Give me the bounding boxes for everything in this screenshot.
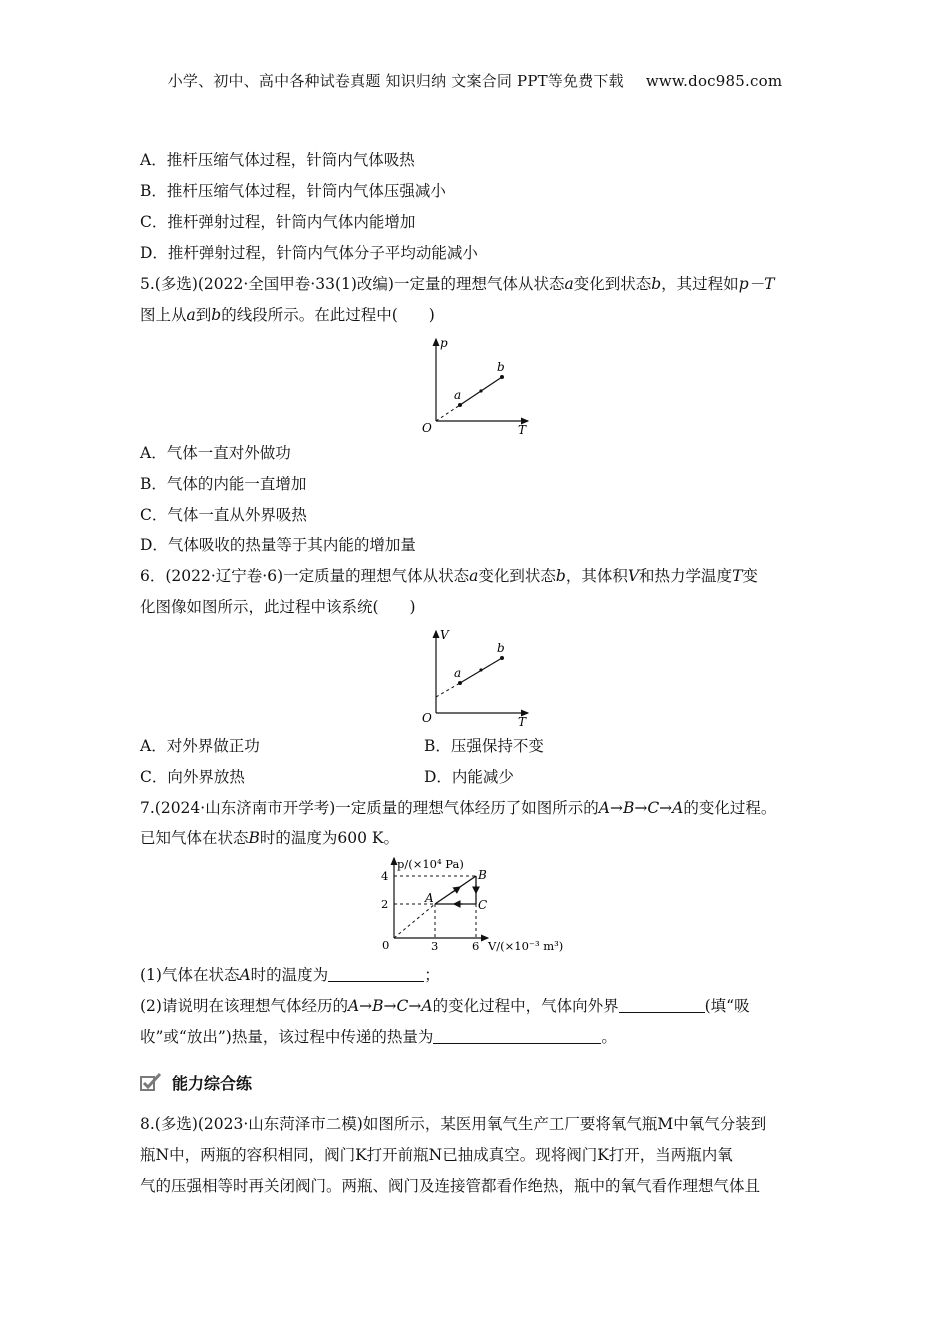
q4-option-c: C．推杆弹射过程，针筒内气体内能增加 (140, 213, 416, 231)
q6-point-a (458, 681, 462, 685)
q5-pt-graph (418, 333, 538, 437)
q5-option-b: B．气体的内能一直增加 (140, 475, 307, 493)
q8-stem-line2: 瓶N中，两瓶的容积相同，阀门K打开前瓶N已抽成真空。现将阀门K打开，当两瓶内氧 (140, 1146, 733, 1164)
q7-origin-label: 0 (382, 938, 390, 952)
q5-option-a: A．气体一直对外做功 (140, 444, 291, 462)
q7-sub2-line1: (2)请说明在该理想气体经历的A→B→C→A的变化过程中，气体向外界 (填“吸 (140, 997, 750, 1015)
q7-pv-graph (370, 852, 580, 956)
q7-x-tick-3: 3 (431, 939, 439, 953)
q4-option-d: D．推杆弹射过程，针筒内气体分子平均动能减小 (140, 244, 478, 262)
q5-origin-label: O (422, 421, 432, 435)
q6-point-mid (479, 668, 482, 671)
q6-vt-graph (418, 625, 538, 729)
q7-x-label: V/(×10⁻³ m³) (488, 939, 564, 953)
q5-b-label: b (497, 360, 505, 374)
q5-y-label: p (440, 336, 448, 350)
q4-option-a: A．推杆压缩气体过程，针筒内气体吸热 (140, 151, 415, 169)
q5-dashed-extension (436, 405, 460, 421)
q7-stem-line2: 已知气体在状态B时的温度为600 K。 (140, 829, 399, 847)
q6-option-a: A．对外界做正功 (140, 737, 260, 755)
q5-point-mid (479, 389, 482, 392)
q6-origin-label: O (422, 711, 432, 725)
q6-dashed-extension (436, 683, 460, 697)
q6-y-label: V (440, 628, 449, 642)
q7-label-a: A (425, 891, 434, 905)
q5-stem-line2: 图上从a到b的线段所示。在此过程中( ) (140, 306, 435, 324)
q7-label-b: B (478, 868, 487, 882)
q5-point-b (500, 375, 504, 379)
q6-option-d: D．内能减少 (424, 768, 514, 786)
q7-sub2-line2: 收”或“放出”)热量，该过程中传递的热量为 。 (140, 1028, 617, 1046)
q6-options-row1 (140, 736, 830, 756)
q6-options-row2 (140, 767, 830, 787)
page-header (0, 70, 950, 91)
q6-x-label: T (518, 715, 527, 729)
q5-option-c: C．气体一直从外界吸热 (140, 506, 307, 524)
q6-option-b: B．压强保持不变 (424, 737, 544, 755)
checkbox-check-icon (140, 1072, 164, 1092)
q6-stem-line1: 6．(2022·辽宁卷·6)一定质量的理想气体从状态a变化到状态b，其体积V和热力学温度T变 (140, 567, 758, 585)
section-header (140, 1068, 400, 1096)
q7-sub1: (1)气体在状态A时的温度为 ； (140, 966, 440, 984)
q8-stem-line1: 8.(多选)(2023·山东菏泽市二模)如图所示，某医用氧气生产工厂要将氧气瓶M中氧气分装到 (140, 1115, 767, 1133)
q8-stem-line3: 气的压强相等时再关闭阀门。两瓶、阀门及连接管都看作绝热，瓶中的氧气看作理想气体且 (140, 1177, 761, 1195)
q6-b-label: b (497, 641, 505, 655)
q6-stem-line2: 化图像如图所示，此过程中该系统( ) (140, 598, 416, 616)
q7-y-tick-2: 2 (381, 897, 389, 911)
q5-stem-line1: 5.(多选)(2022·全国甲卷·33(1)改编)一定量的理想气体从状态a变化到状态b，其过程如p－T (140, 275, 775, 293)
q7-y-tick-4: 4 (381, 869, 389, 883)
q6-point-b (500, 656, 504, 660)
q5-option-d: D．气体吸收的热量等于其内能的增加量 (140, 536, 416, 554)
header-url[interactable]: www.doc985.com (645, 72, 783, 90)
q7-sub1-blank[interactable] (328, 966, 424, 982)
q7-y-label: p/(×10⁴ Pa) (397, 857, 464, 871)
q6-a-label: a (454, 666, 462, 680)
q7-x-tick-6: 6 (472, 939, 480, 953)
q5-a-label: a (454, 388, 462, 402)
q7-label-c: C (478, 898, 488, 912)
section-title: 能力综合练 (172, 1074, 253, 1093)
q7-sub2-blank1[interactable] (619, 997, 705, 1013)
q5-point-a (458, 403, 462, 407)
q5-x-label: T (518, 423, 527, 437)
header-text: 小学、初中、高中各种试卷真题 知识归纳 文案合同 PPT等免费下载 (167, 72, 624, 90)
q6-option-c: C．向外界放热 (140, 768, 245, 786)
q7-sub2-blank2[interactable] (433, 1028, 601, 1044)
q4-option-b: B．推杆压缩气体过程，针筒内气体压强减小 (140, 182, 446, 200)
q7-stem-line1: 7.(2024·山东济南市开学考)一定质量的理想气体经历了如图所示的A→B→C→A的变化过程。 (140, 799, 777, 817)
